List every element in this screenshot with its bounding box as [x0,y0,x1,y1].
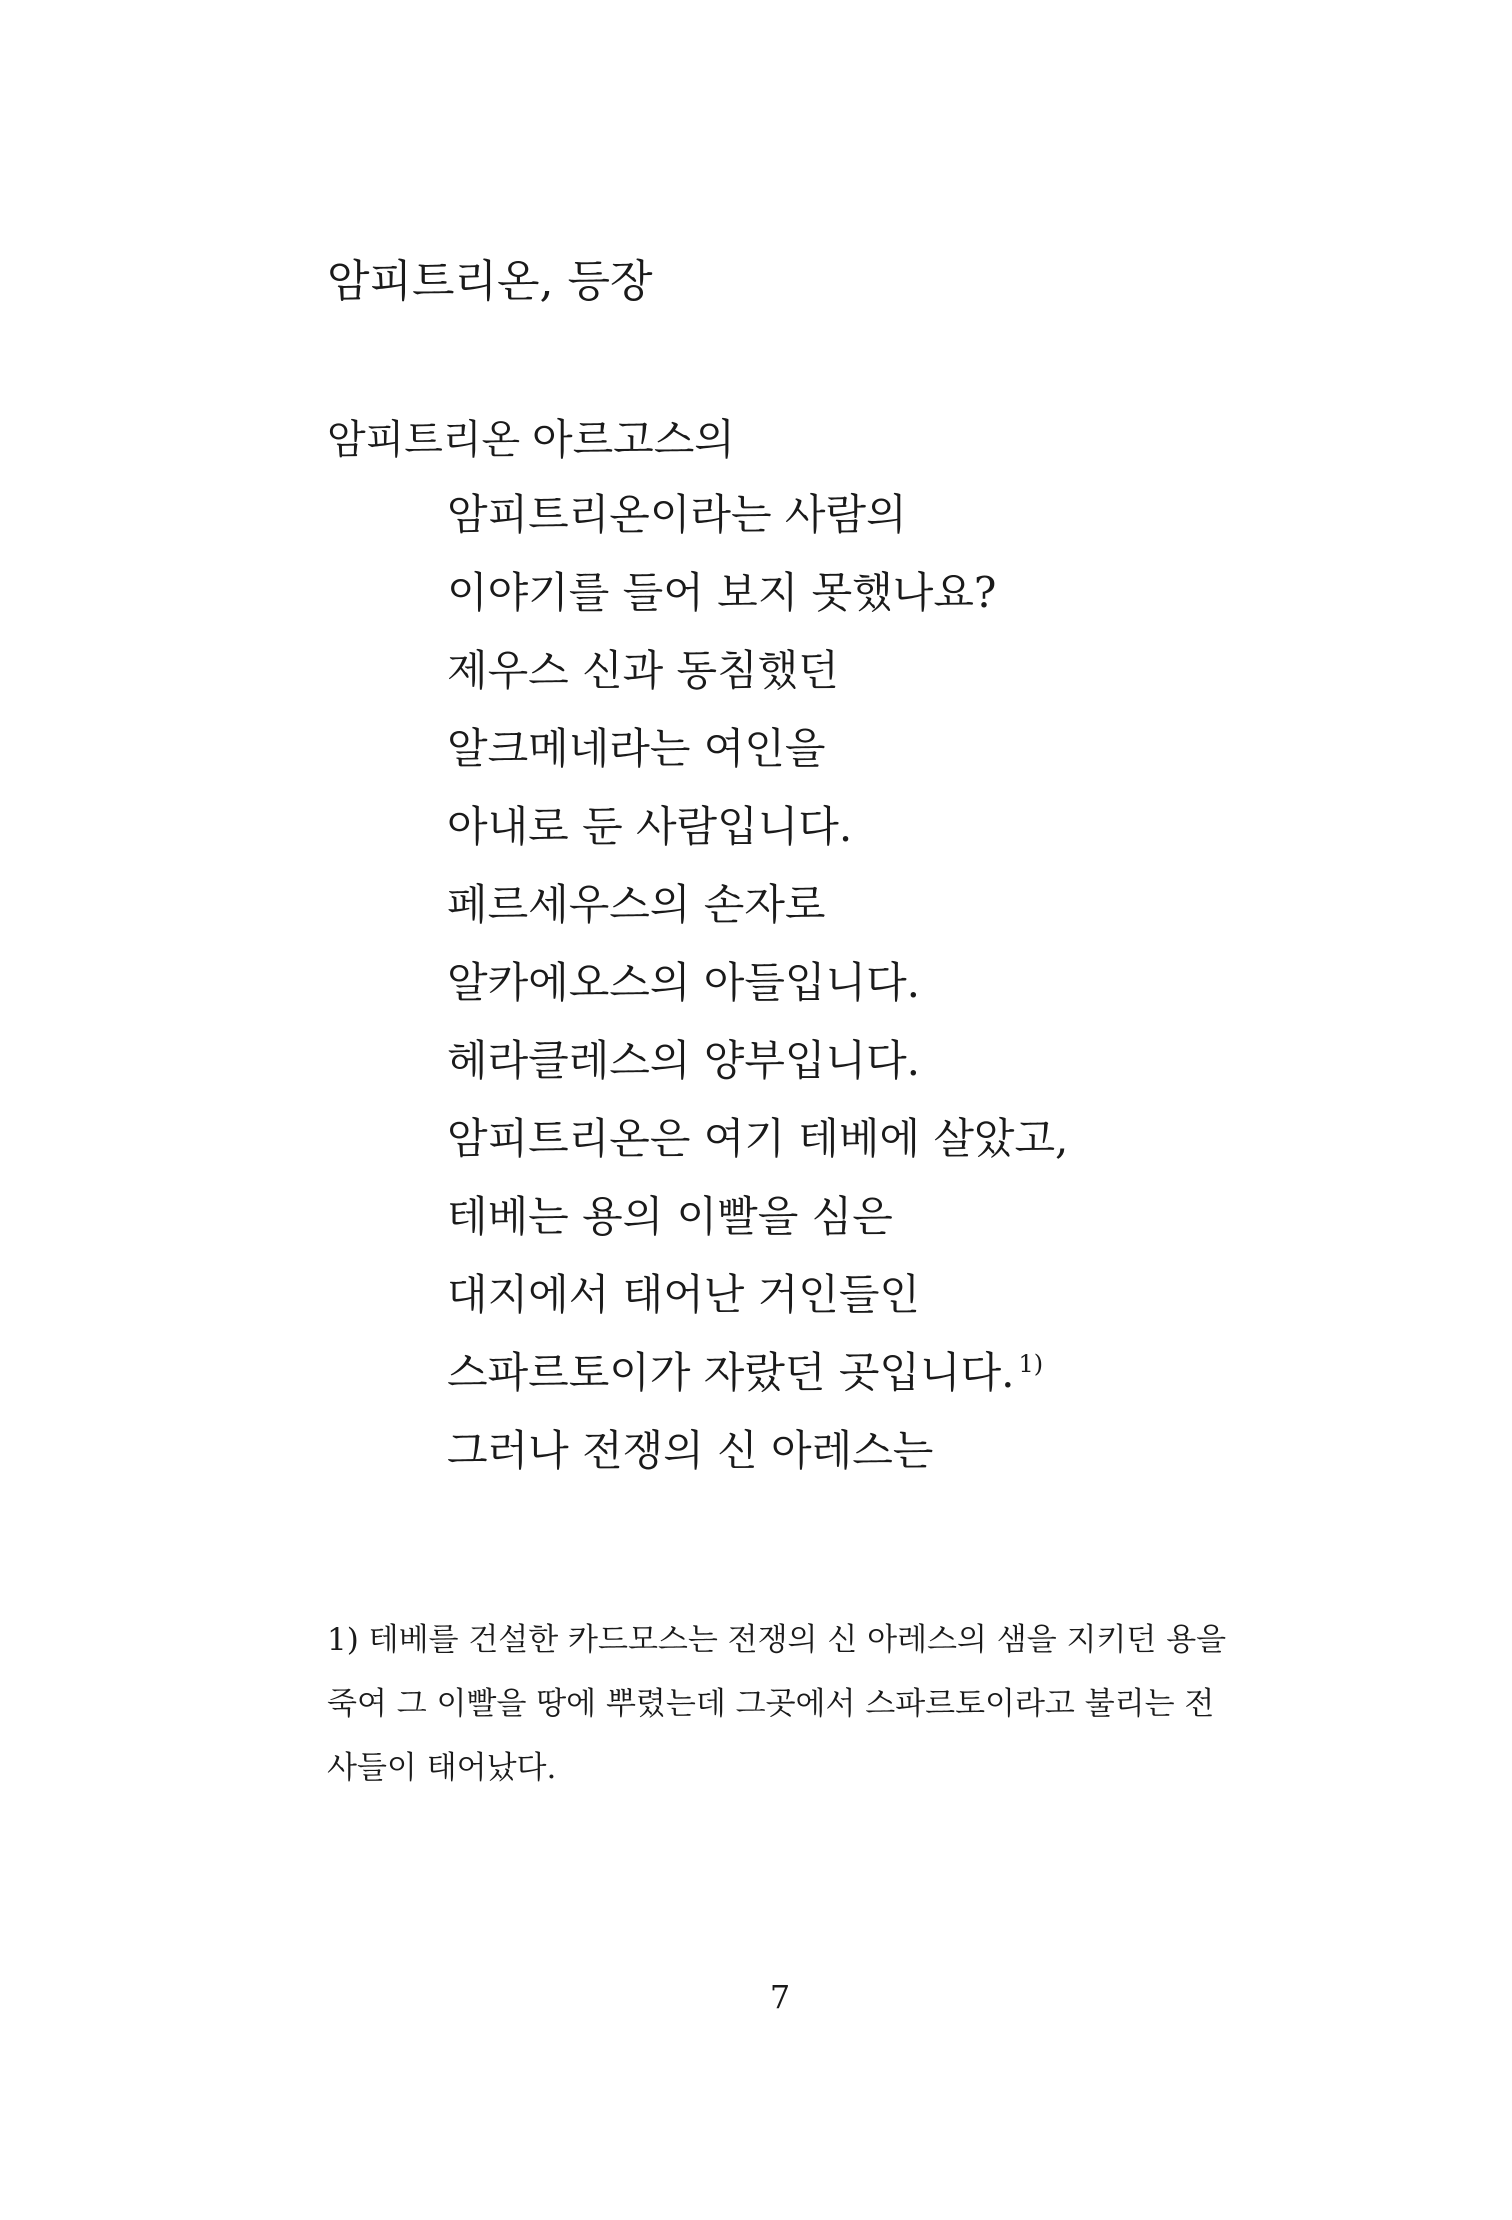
speech-line: 페르세우스의 손자로 [447,880,826,929]
speech-line: 대지에서 태어난 거인들인 [447,1270,920,1319]
speech-line: 암피트리온은 여기 테베에 살았고, [447,1114,1069,1163]
speaker-name: 암피트리온 [327,417,521,463]
speech-line: 그러나 전쟁의 신 아레스는 [447,1426,934,1475]
speech-first-line: 아르고스의 [532,415,735,464]
speech-line: 이야기를 들어 보지 못했나요? [447,568,997,617]
speech-line: 암피트리온이라는 사람의 [447,490,907,539]
speech-line: 알크메네라는 여인을 [447,724,826,773]
footnote-reference[interactable]: 1) [1018,1350,1044,1378]
footnote-line: 죽여 그 이빨을 땅에 뿌렸는데 그곳에서 스파르토이라고 불리는 전 [327,1686,1215,1722]
footnote [327,1618,1242,1810]
speech-line: 테베는 용의 이빨을 심은 [447,1192,893,1241]
speech-line: 아내로 둔 사람입니다. [447,802,853,851]
page-number: 7 [769,1978,791,2016]
stage-direction: 암피트리온, 등장 [327,256,653,307]
speech-line: 알카에오스의 아들입니다. [447,958,920,1007]
speech-line-with-footnote [447,1343,1068,1421]
speech-line: 제우스 신과 동침했던 [447,646,839,695]
footnote-line: 1) 테베를 건설한 카드모스는 전쟁의 신 아레스의 샘을 지키던 용을 [327,1622,1227,1658]
speech-lines [447,485,1068,1499]
footnote-line: 사들이 태어났다. [327,1750,557,1786]
speech-line: 헤라클레스의 양부입니다. [447,1036,920,1085]
speech-line-text: 스파르토이가 자랐던 곳입니다. [447,1348,1015,1397]
